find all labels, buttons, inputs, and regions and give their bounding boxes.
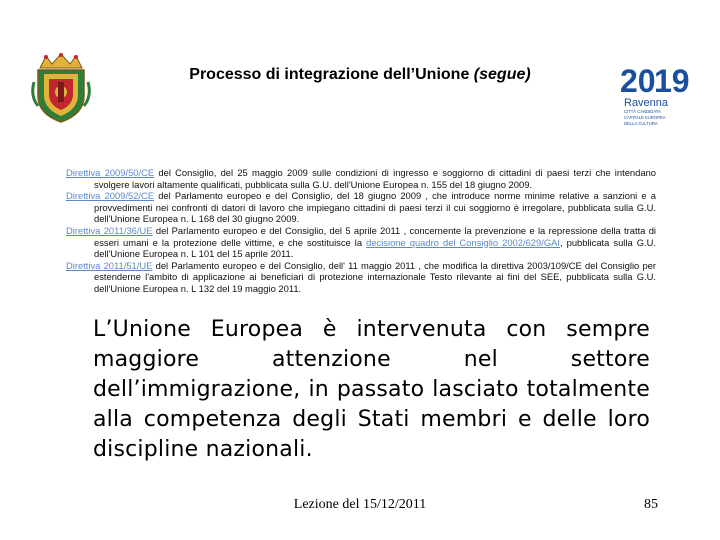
reference-text: del Parlamento europeo e del Consiglio, del 18 giugno 2009 , che introduce norme minime relative a sanzioni e a provvedimenti nei confronti di datori di lavoro che impiegano cittadini di paesi terzi il cui soggiorno è irregolare, pubblicata sulla G.U. dell'Unione Europea n. L 168 del 30 giugno 2009. xyxy=(94,190,656,225)
ravenna-2019-logo xyxy=(618,62,690,128)
reference-link[interactable]: Direttiva 2009/52/CE xyxy=(66,190,155,202)
reference-text-secondary: , pubblicata sulla G.U. dell'Unione Europea n. L 101 del 15 aprile 2011. xyxy=(94,236,656,260)
reference-text: del Consiglio, del 25 maggio 2009 sulle condizioni di ingresso e soggiorno di cittadini di paesi terzi che intendano svolgere lavori altamente qualificati, pubblicata sulla G.U. dell'Unione Europea n. 155 del 18 giugno 2009. xyxy=(94,167,656,190)
reference-item xyxy=(66,225,656,260)
title-text: Processo di integrazione dell’Unione xyxy=(189,66,470,83)
logo-caption-3: DELLA CULTURA xyxy=(624,121,658,126)
reference-item xyxy=(66,190,656,225)
logo-year-b: 19 xyxy=(654,63,690,99)
logo-caption-2: CAPITALE EUROPEA xyxy=(624,115,666,120)
reference-link[interactable]: Direttiva 2011/36/UE xyxy=(66,224,153,236)
page-number: 85 xyxy=(644,497,658,512)
reference-text: del Parlamento europeo e del Consiglio, dell' 11 maggio 2011 , che modifica la direttiva 2003/109/CE del Consiglio per estenderne l'ambito di applicazione ai beneficiari di protezione internazionale Testo rilevante ai fini del SEE, pubblicata sulla G.U. dell'Unione Europea n. L 132 del 19 maggio 2011. xyxy=(94,259,656,294)
page-title xyxy=(90,66,630,84)
logo-caption-1: CITTÀ CANDIDATA xyxy=(624,109,661,114)
crest-icon xyxy=(30,52,92,124)
reference-item xyxy=(66,167,656,190)
reference-link[interactable]: Direttiva 2009/50/CE xyxy=(66,167,155,178)
title-suffix: (segue) xyxy=(473,66,531,83)
reference-text: del Parlamento europeo e del Consiglio, del 5 aprile 2011 , concernente la prevenzione e la repressione della tratta di esseri umani e la protezione delle vittime, e che sostituisce la xyxy=(94,224,656,248)
reference-link-secondary[interactable]: decisione quadro del Consiglio 2002/629/GAI xyxy=(366,236,560,248)
logo-year-a: 20 xyxy=(620,63,656,99)
footer-lecture: Lezione del 15/12/2011 xyxy=(293,497,427,512)
references-list xyxy=(66,167,656,295)
reference-item xyxy=(66,260,656,295)
logo-city: Ravenna xyxy=(624,97,669,109)
reference-link[interactable]: Direttiva 2011/51/UE xyxy=(66,259,153,271)
main-paragraph: L’Unione Europea è intervenuta con sempre maggiore attenzione nel settore dell’immigrazione, in passato lasciato totalmente alla competenza degli Stati membri e delle loro discipline nazionali. xyxy=(93,317,650,462)
